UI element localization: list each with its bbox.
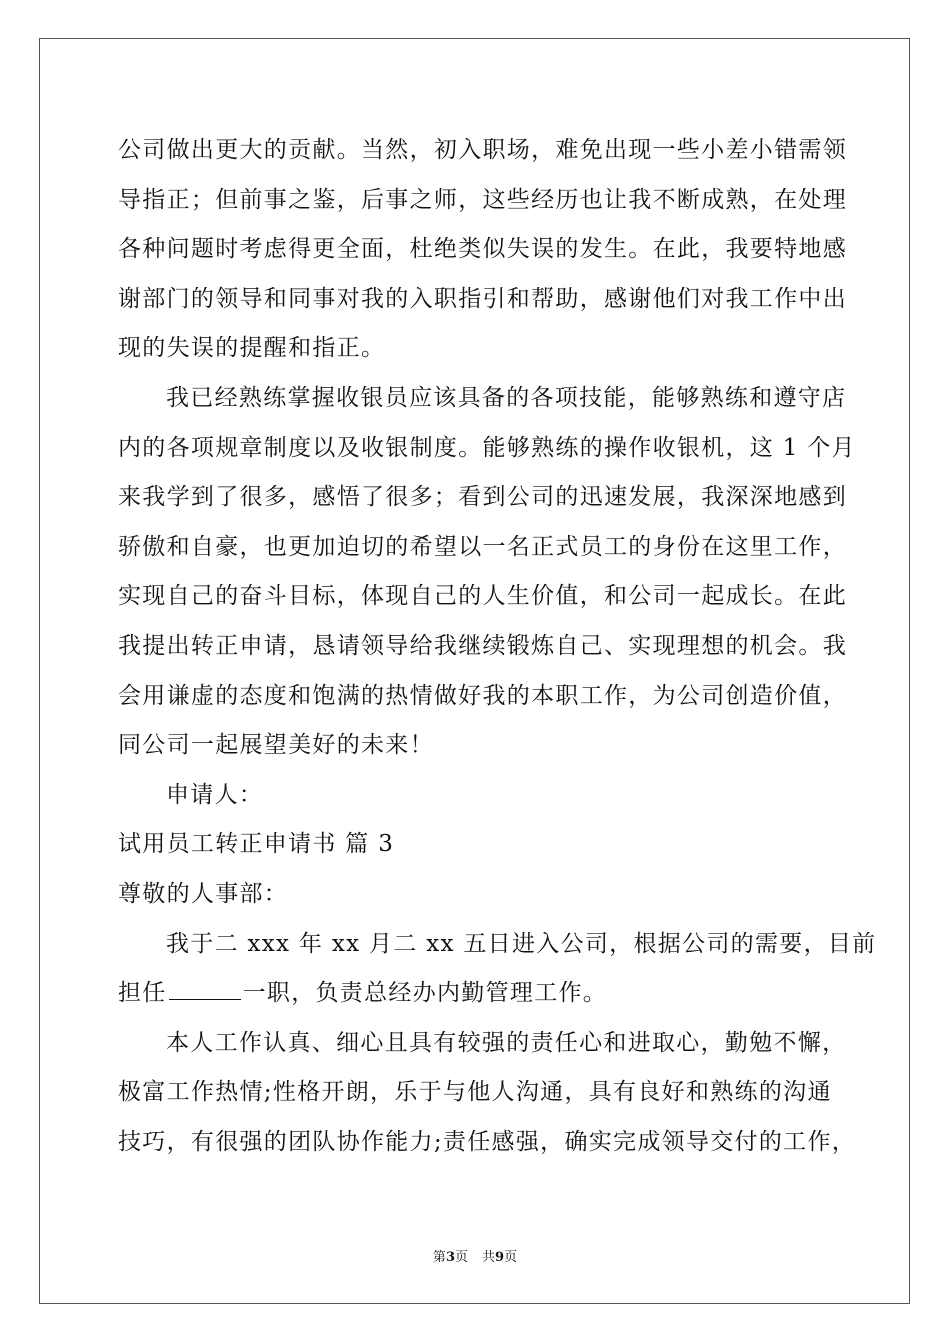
paragraph-line: 公司做出更大的贡献。当然，初入职场，难免出现一些小差小错需领 xyxy=(118,137,847,163)
paragraph-line: 我于二 xxx 年 xx 月二 xx 五日进入公司，根据公司的需要，目前 xyxy=(166,930,877,957)
paragraph-line: 技巧，有很强的团队协作能力;责任感强，确实完成领导交付的工作， xyxy=(118,1128,857,1155)
position-suffix: 一职，负责总经办内勤管理工作。 xyxy=(242,980,608,1007)
paragraph-line: 实现自己的奋斗目标，体现自己的人生价值，和公司一起成长。在此 xyxy=(118,583,847,610)
document-body xyxy=(118,126,877,1167)
paragraph-line: 同公司一起展望美好的未来！ xyxy=(118,732,434,759)
paragraph-line: 我已经熟练掌握收银员应该具备的各项技能，能够熟练和遵守店 xyxy=(166,384,847,411)
page-total: 9 xyxy=(495,1250,505,1265)
paragraph-line: 现的失误的提醒和指正。 xyxy=(118,335,386,362)
paragraph-line: 内的各项规章制度以及收银制度。能够熟练的操作收银机，这 1 个月 xyxy=(118,434,856,461)
paragraph-line: 极富工作热情;性格开朗，乐于与他人沟通，具有良好和熟练的沟通 xyxy=(118,1079,832,1106)
position-blank xyxy=(169,977,241,1000)
paragraph-line: 本人工作认真、细心且具有较强的责任心和进取心，勤勉不懈， xyxy=(166,1029,847,1056)
paragraph-line: 会用谦虚的态度和饱满的热情做好我的本职工作，为公司创造价值， xyxy=(118,682,847,709)
page-suffix: 页 xyxy=(454,1250,468,1265)
paragraph-line: 导指正；但前事之鉴，后事之师，这些经历也让我不断成熟，在处理 xyxy=(118,186,847,213)
paragraph-line: 骄傲和自豪，也更加迫切的希望以一名正式员工的身份在这里工作， xyxy=(118,533,847,560)
paragraph-line xyxy=(118,969,834,1019)
applicant-label: 申请人： xyxy=(166,781,264,808)
salutation: 尊敬的人事部： xyxy=(118,880,289,907)
page-prefix: 第 xyxy=(432,1250,446,1265)
paragraph-line: 各种问题时考虑得更全面，杜绝类似失误的发生。在此，我要特地感 xyxy=(118,236,847,263)
paragraph-line: 谢部门的领导和同事对我的入职指引和帮助，感谢他们对我工作中出 xyxy=(118,285,847,312)
total-prefix: 共 xyxy=(482,1250,496,1265)
page-footer xyxy=(0,1246,950,1265)
page-current: 3 xyxy=(445,1250,455,1265)
position-prefix: 担任 xyxy=(118,980,167,1007)
paragraph-line: 我提出转正申请，恳请领导给我继续锻炼自己、实现理想的机会。我 xyxy=(118,632,847,659)
section-title: 试用员工转正申请书 篇 3 xyxy=(118,831,395,858)
paragraph-line: 来我学到了很多，感悟了很多；看到公司的迅速发展，我深深地感到 xyxy=(118,484,847,511)
total-suffix: 页 xyxy=(504,1250,518,1265)
